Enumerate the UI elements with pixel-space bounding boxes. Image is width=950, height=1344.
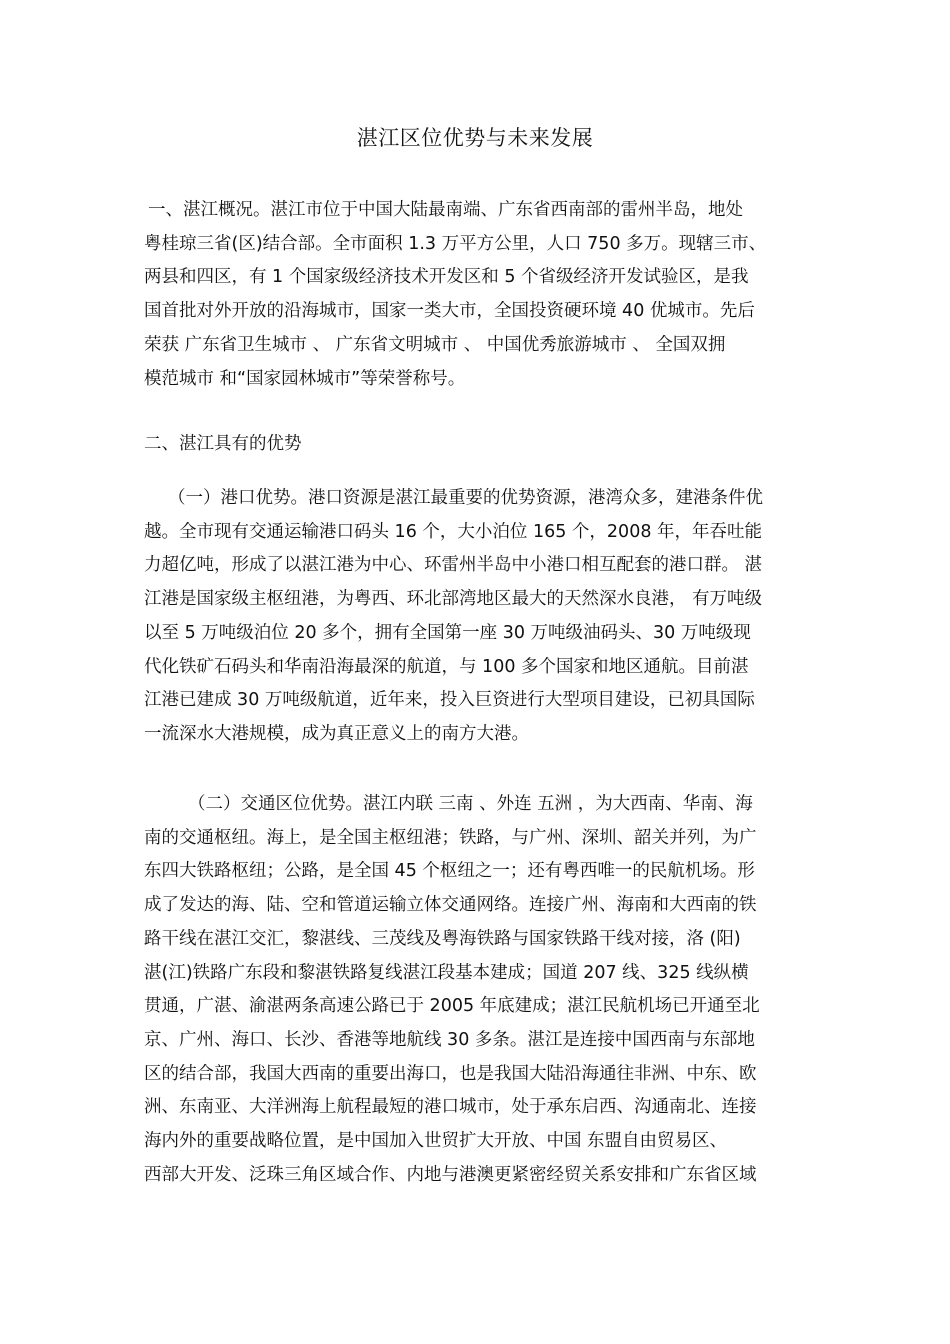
paragraph-line: 一流深水大港规模，成为真正意义上的南方大港。 <box>144 723 529 744</box>
document-title: 湛江区位优势与未来发展 <box>356 126 594 150</box>
paragraph-line: 京、广州、海口、长沙、香港等地航线 30 多条。湛江是连接中国西南与东部地 <box>144 1029 755 1050</box>
paragraph-line: 南的交通枢纽。海上，是全国主枢纽港；铁路，与广州、深圳、韶关并列，为广 <box>144 827 757 848</box>
section-heading-advantages <box>144 428 808 462</box>
paragraph-line: 力超亿吨，形成了以湛江港为中心、环雷州半岛中小港口相互配套的港口群。 湛 <box>144 555 763 576</box>
paragraph-line: 路干线在湛江交汇，黎湛线、三茂线及粤海铁路与国家铁路干线对接，洛 (阳) <box>144 928 741 949</box>
paragraph-line: 贯通，广湛、渝湛两条高速公路已于 2005 年底建成；湛江民航机场已开通至北 <box>144 996 760 1017</box>
paragraph-port-advantage <box>144 482 808 752</box>
paragraph-line: 洲、东南亚、大洋洲海上航程最短的港口城市，处于承东启西、沟通南北、连接 <box>144 1097 757 1118</box>
paragraph-line: 一、湛江概况。湛江市位于中国大陆最南端、广东省西南部的雷州半岛，地处 <box>148 200 743 220</box>
paragraph-line: （二）交通区位优势。湛江内联 三南 、外连 五洲 ，为大西南、华南、海 <box>188 794 753 814</box>
paragraph-line: 区的结合部，我国大西南的重要出海口，也是我国大陆沿海通往非洲、中东、欧 <box>144 1063 757 1084</box>
paragraph-line: 西部大开发、泛珠三角区域合作、内地与港澳更紧密经贸关系安排和广东省区域 <box>144 1164 757 1185</box>
paragraph-line: 东四大铁路枢纽；公路，是全国 45 个枢纽之一；还有粤西唯一的民航机场。形 <box>144 861 755 882</box>
paragraph-line: 江港是国家级主枢纽港，为粤西、环北部湾地区最大的天然深水良港， 有万吨级 <box>144 589 763 610</box>
paragraph-line: 模范城市 和“国家园林城市”等荣誉称号。 <box>144 368 466 389</box>
paragraph-line: 代化铁矿石码头和华南沿海最深的航道，与 100 多个国家和地区通航。目前湛 <box>144 656 749 677</box>
paragraph-line: （一）港口优势。港口资源是湛江最重要的优势资源，港湾众多，建港条件优 <box>168 488 763 508</box>
paragraph-line: 荣获 广东省卫生城市 、 广东省文明城市 、 中国优秀旅游城市 、 全国双拥 <box>144 334 726 355</box>
paragraph-line: 成了发达的海、陆、空和管道运输立体交通网络。连接广州、海南和大西南的铁 <box>144 895 757 916</box>
paragraph-line: 国首批对外开放的沿海城市，国家一类大市，全国投资硬环境 40 优城市。先后 <box>144 301 755 322</box>
paragraph-transport-advantage <box>144 788 808 1192</box>
paragraph-line: 以至 5 万吨级泊位 20 多个，拥有全国第一座 30 万吨级油码头、30 万吨级现 <box>144 622 751 643</box>
paragraph-line: 湛(江)铁路广东段和黎湛铁路复线湛江段基本建成；国道 207 线、325 线纵横 <box>144 962 749 983</box>
paragraph-line: 海内外的重要战略位置，是中国加入世贸扩大开放、中国 东盟自由贸易区、 <box>144 1131 728 1152</box>
paragraph-line: 两县和四区，有 1 个国家级经济技术开发区和 5 个省级经济开发试验区，是我 <box>144 267 749 288</box>
paragraph-line: 粤桂琼三省(区)结合部。全市面积 1.3 万平方公里，人口 750 多万。现辖三市、 <box>144 233 767 254</box>
section-heading: 二、湛江具有的优势 <box>144 434 302 454</box>
paragraph-overview <box>144 194 808 396</box>
paragraph-line: 越。全市现有交通运输港口码头 16 个，大小泊位 165 个，2008 年，年吞吐能 <box>144 521 763 542</box>
paragraph-line: 江港已建成 30 万吨级航道，近年来，投入巨资进行大型项目建设，已初具国际 <box>144 690 755 711</box>
